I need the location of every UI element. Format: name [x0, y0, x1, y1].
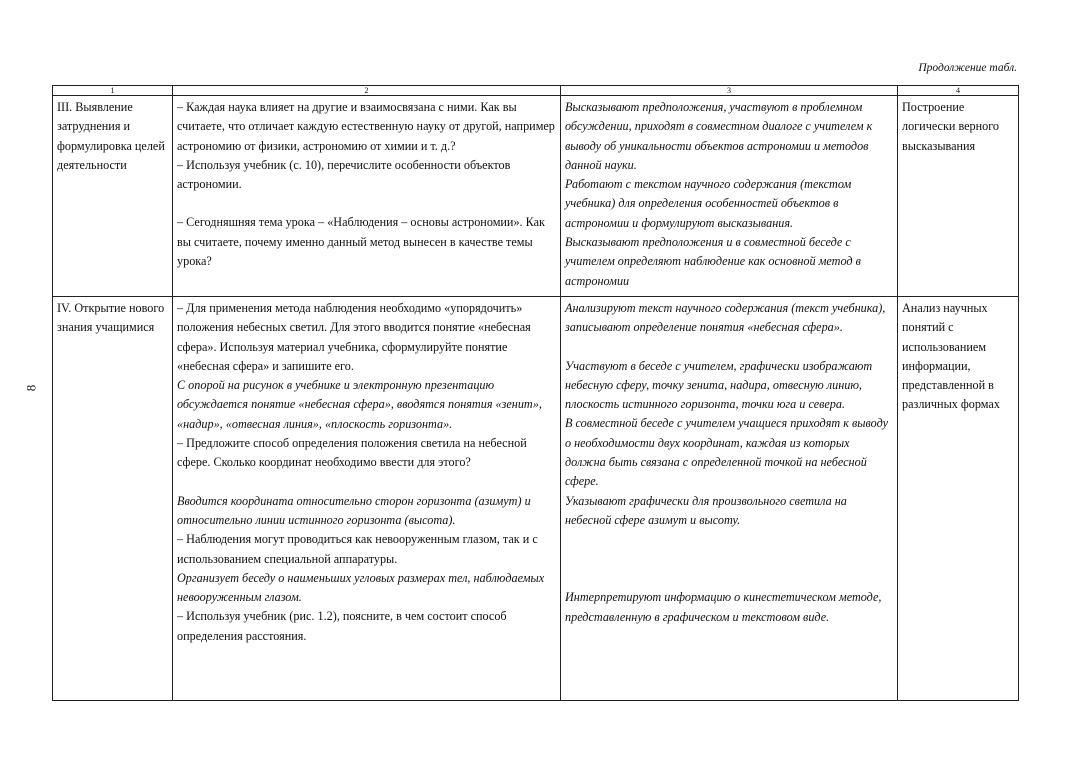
- teacher-paragraph: Организует беседу о наименьших угловых размерах тел, наблюдаемых невооруженным глазом.: [177, 570, 545, 605]
- teacher-activity-cell: [173, 96, 561, 297]
- stage-title: III. Выявление затруднения и формулировка целей деятельности: [57, 100, 165, 172]
- column-number-row: [53, 86, 1019, 96]
- teacher-paragraph: Вводится координата относительно сторон горизонта (азимут) и относительно линии истинного горизонта (высота).: [177, 493, 531, 527]
- column-number: 2: [173, 86, 561, 96]
- column-number: 3: [561, 86, 898, 96]
- result-text: Анализ научных понятий с использованием информации, представленной в различных формах: [902, 301, 1000, 412]
- teacher-paragraph: – Сегодняшняя тема урока – «Наблюдения – основы астрономии». Как вы считаете, почему именно данный метод вынесен в качестве темы урока?: [177, 215, 545, 269]
- page-number: 8: [23, 384, 39, 392]
- teacher-paragraph: – Каждая наука влияет на другие и взаимосвязана с ними. Как вы считаете, что отличает каждую естественную науку от другой, например астрономию от физики, астрономию от химии и т. д.?: [177, 100, 555, 153]
- table-row: [53, 96, 1019, 297]
- student-paragraph: Работают с текстом научного содержания (текстом учебника) для определения особенностей объектов в астрономии и формулируют высказывания.: [565, 177, 852, 230]
- result-text: Построение логически верного высказывания: [902, 100, 1000, 153]
- student-activity-cell: [561, 96, 898, 297]
- student-activity-cell: [561, 297, 898, 701]
- teacher-activity-cell: [173, 297, 561, 701]
- spacer: [565, 338, 893, 357]
- spacer: [565, 530, 893, 588]
- student-paragraph: Высказывают предположения, участвуют в проблемном обсуждении, приходят в совместном диалоге с учителем к выводу об уникальности объектов астрономии и методов данной науки.: [565, 100, 873, 172]
- teacher-paragraph: – Используя учебник (с. 10), перечислите особенности объектов астрономии.: [177, 157, 511, 192]
- student-paragraph: Участвуют в беседе с учителем, графически изображают небесную сферу, точку зенита, надира, отвесную линию, плоскость истинного горизонта, точки юга и севера.: [565, 358, 873, 412]
- teacher-paragraph: – Предложите способ определения положения светила на небесной сфере. Сколько координат необходимо ввести для этого?: [177, 436, 527, 470]
- student-paragraph: Высказывают предположения и в совместной беседе с учителем определяют наблюдение как основной метод в астрономии: [565, 235, 861, 288]
- result-cell: [898, 96, 1019, 297]
- teacher-paragraph: – Для применения метода наблюдения необходимо «упорядочить» положения небесных светил. Для этого вводится понятие «небесная сфера». Используя материал учебника, сформулируйте понятие «небесная сфера» и запишите его.: [177, 301, 531, 373]
- student-paragraph: Интерпретируют информацию о кинестетическом методе, представленную в графическом и текстовом виде.: [565, 590, 882, 624]
- teacher-paragraph: – Используя учебник (рис. 1.2), поясните, в чем состоит способ определения расстояния.: [177, 609, 507, 643]
- stage-title: IV. Открытие нового знания учащимися: [57, 301, 165, 335]
- stage-cell: [53, 297, 173, 701]
- lesson-table: [52, 85, 1019, 701]
- spacer: [177, 473, 556, 492]
- teacher-paragraph: – Наблюдения могут проводиться как невооруженным глазом, так и с использованием специальной аппаратуры.: [177, 532, 538, 566]
- spacer: [177, 194, 556, 213]
- column-number: 4: [898, 86, 1019, 96]
- student-paragraph: Указывают графически для произвольного светила на небесной сфере азимут и высоту.: [565, 493, 847, 527]
- table-row: [53, 297, 1019, 701]
- stage-cell: [53, 96, 173, 297]
- teacher-paragraph: С опорой на рисунок в учебнике и электронную презентацию обсуждается понятие «небесная сфера», вводятся понятия «зенит», «надир», «отвесная линия», «плоскость горизонта».: [177, 378, 542, 431]
- student-paragraph: В совместной беседе с учителем учащиеся приходят к выводу о необходимости двух координат, каждая из которых должна быть связана с определенной точкой на небесной сфере.: [565, 416, 888, 489]
- continuation-label: Продолжение табл.: [918, 62, 1017, 74]
- column-number: 1: [53, 86, 173, 96]
- result-cell: [898, 297, 1019, 701]
- student-paragraph: Анализируют текст научного содержания (текст учебника), записывают определение понятия «небесная сфера».: [565, 301, 886, 335]
